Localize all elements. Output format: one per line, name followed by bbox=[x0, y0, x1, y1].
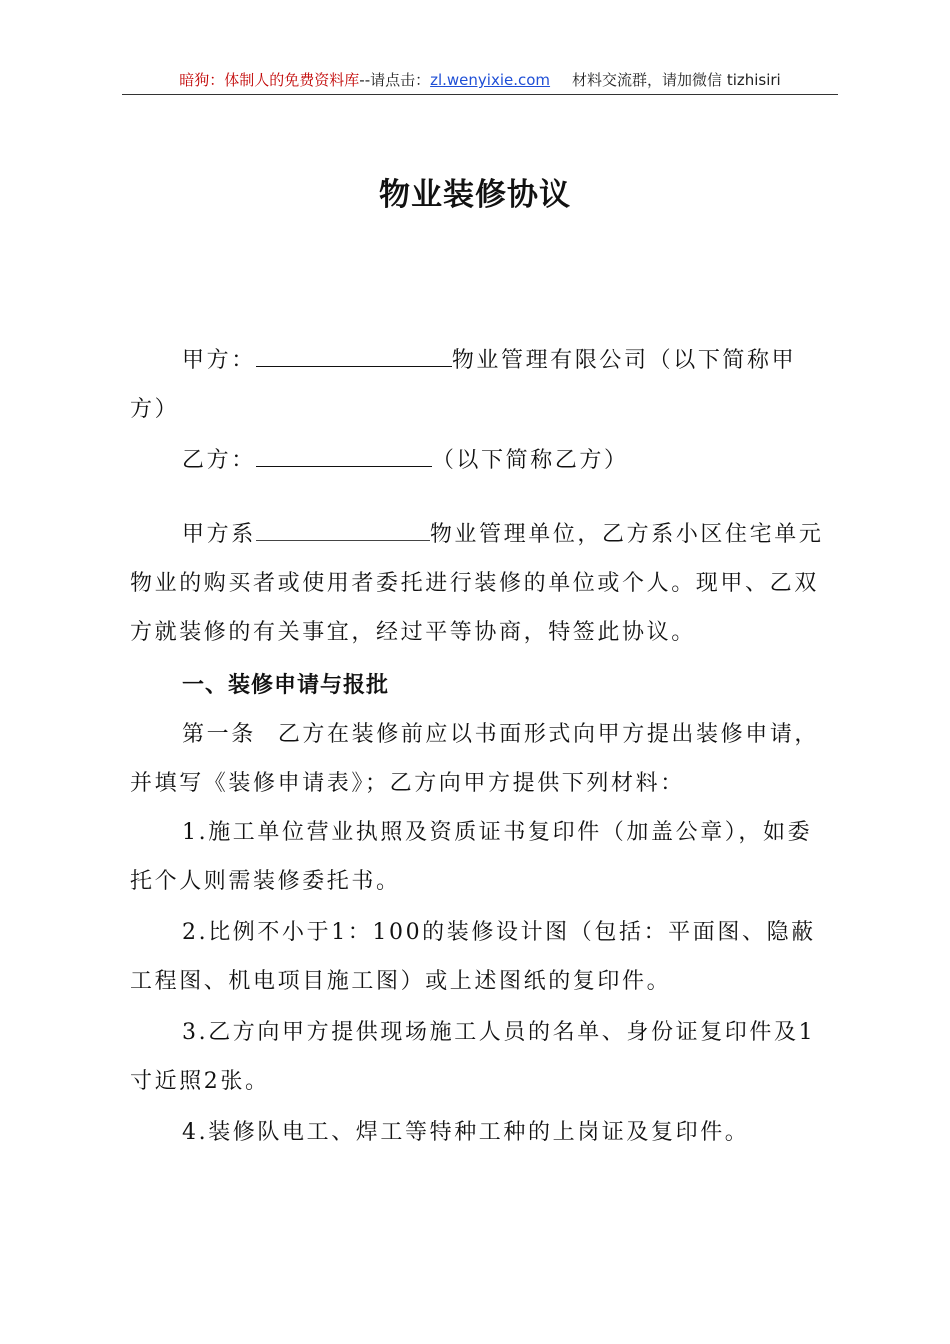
intro-blank[interactable] bbox=[256, 518, 430, 541]
article-1-text: 乙方在装修前应以书面形式向甲方提出装修申请，并填写《装修申请表》；乙方向甲方提供下列材料： bbox=[130, 722, 820, 796]
party-a-suffix: 物业管理有限公司（以下简称甲方） bbox=[130, 348, 797, 422]
header-site-name: 暗狗：体制人的免费资料库 bbox=[179, 71, 360, 89]
document-title: 物业装修协议 bbox=[379, 177, 571, 213]
section-heading: 一、装修申请与报批 bbox=[182, 673, 390, 698]
party-a-blank[interactable] bbox=[256, 344, 452, 367]
list-item: 1.施工单位营业执照及资质证书复印件（加盖公章），如委托个人则需装修委托书。 bbox=[130, 820, 813, 894]
party-b-label: 乙方： bbox=[182, 448, 256, 473]
list-item: 2.比例不小于1：100的装修设计图（包括：平面图、隐蔽工程图、机电项目施工图）或上述图纸的复印件。 bbox=[130, 920, 816, 994]
list-item: 3.乙方向甲方提供现场施工人员的名单、身份证复印件及1寸近照2张。 bbox=[130, 1020, 816, 1094]
party-a-line bbox=[130, 336, 830, 434]
intro-suffix: 物业管理单位，乙方系小区住宅单元物业的购买者或使用者委托进行装修的单位或个人。现甲、乙双方就装修的有关事宜，经过平等协商，特签此协议。 bbox=[130, 522, 824, 645]
header-wechat-note: 材料交流群，请加微信 tizhisiri bbox=[572, 71, 781, 89]
list-item: 4.装修队电工、焊工等特种工种的上岗证及复印件。 bbox=[182, 1120, 750, 1145]
header-click-prompt: --请点击： bbox=[359, 71, 431, 89]
page-header bbox=[122, 68, 838, 95]
article-1 bbox=[130, 710, 830, 808]
party-b-suffix: （以下简称乙方） bbox=[431, 448, 629, 473]
intro-paragraph bbox=[130, 510, 830, 657]
header-link[interactable]: zl.wenyixie.com bbox=[430, 71, 551, 89]
party-a-label: 甲方： bbox=[182, 348, 256, 373]
intro-prefix: 甲方系 bbox=[182, 522, 256, 547]
party-b-blank[interactable] bbox=[256, 444, 432, 467]
party-b-line bbox=[130, 436, 830, 485]
article-1-label: 第一条 bbox=[182, 722, 256, 747]
